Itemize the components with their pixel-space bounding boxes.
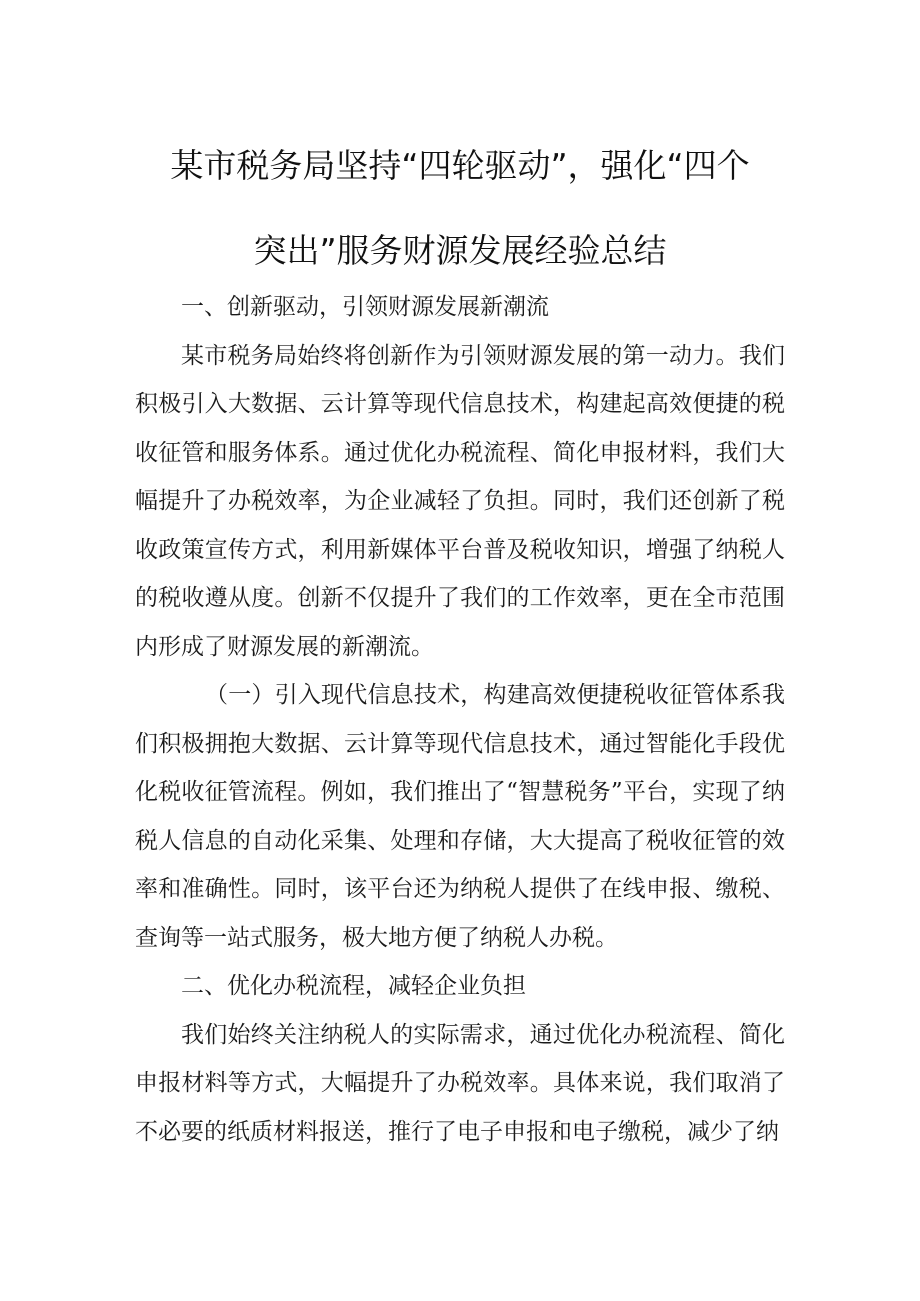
- document-title-line-2: 突出”服务财源发展经验总结: [253, 231, 667, 270]
- document-title-line-1: 某市税务局坚持“四轮驱动”，强化“四个: [170, 146, 750, 185]
- section-2-paragraph: 我们始终关注纳税人的实际需求，通过优化办税流程、简化申报材料等方式，大幅提升了办税效率。具体来说，我们取消了不必要的纸质材料报送，推行了电子申报和电子缴税，减少了纳: [135, 1021, 785, 1145]
- section-1-heading: 一、创新驱动，引领财源发展新潮流: [181, 294, 549, 320]
- section-1-paragraph: 某市税务局始终将创新作为引领财源发展的第一动力。我们积极引入大数据、云计算等现代信息技术，构建起高效便捷的税收征管和服务体系。通过优化办税流程、简化申报材料，我们大幅提升了办税效率，为企业减轻了负担。同时，我们还创新了税收政策宣传方式，利用新媒体平台普及税收知识，增强了纳税人的税收遵从度。创新不仅提升了我们的工作效率，更在全市范围内形成了财源发展的新潮流。: [135, 342, 785, 660]
- document-body: [135, 283, 785, 1156]
- section-2-heading: 二、优化办税流程，减轻企业负担: [181, 973, 526, 999]
- subsection-1-paragraph: （一）引入现代信息技术，构建高效便捷税收征管体系我们积极拥抱大数据、云计算等现代信息技术，通过智能化手段优化税收征管流程。例如，我们推出了“智慧税务”平台，实现了纳税人信息的自动化采集、处理和存储，大大提高了税收征管的效率和准确性。同时，该平台还为纳税人提供了在线申报、缴税、查询等一站式服务，极大地方便了纳税人办税。: [135, 682, 785, 951]
